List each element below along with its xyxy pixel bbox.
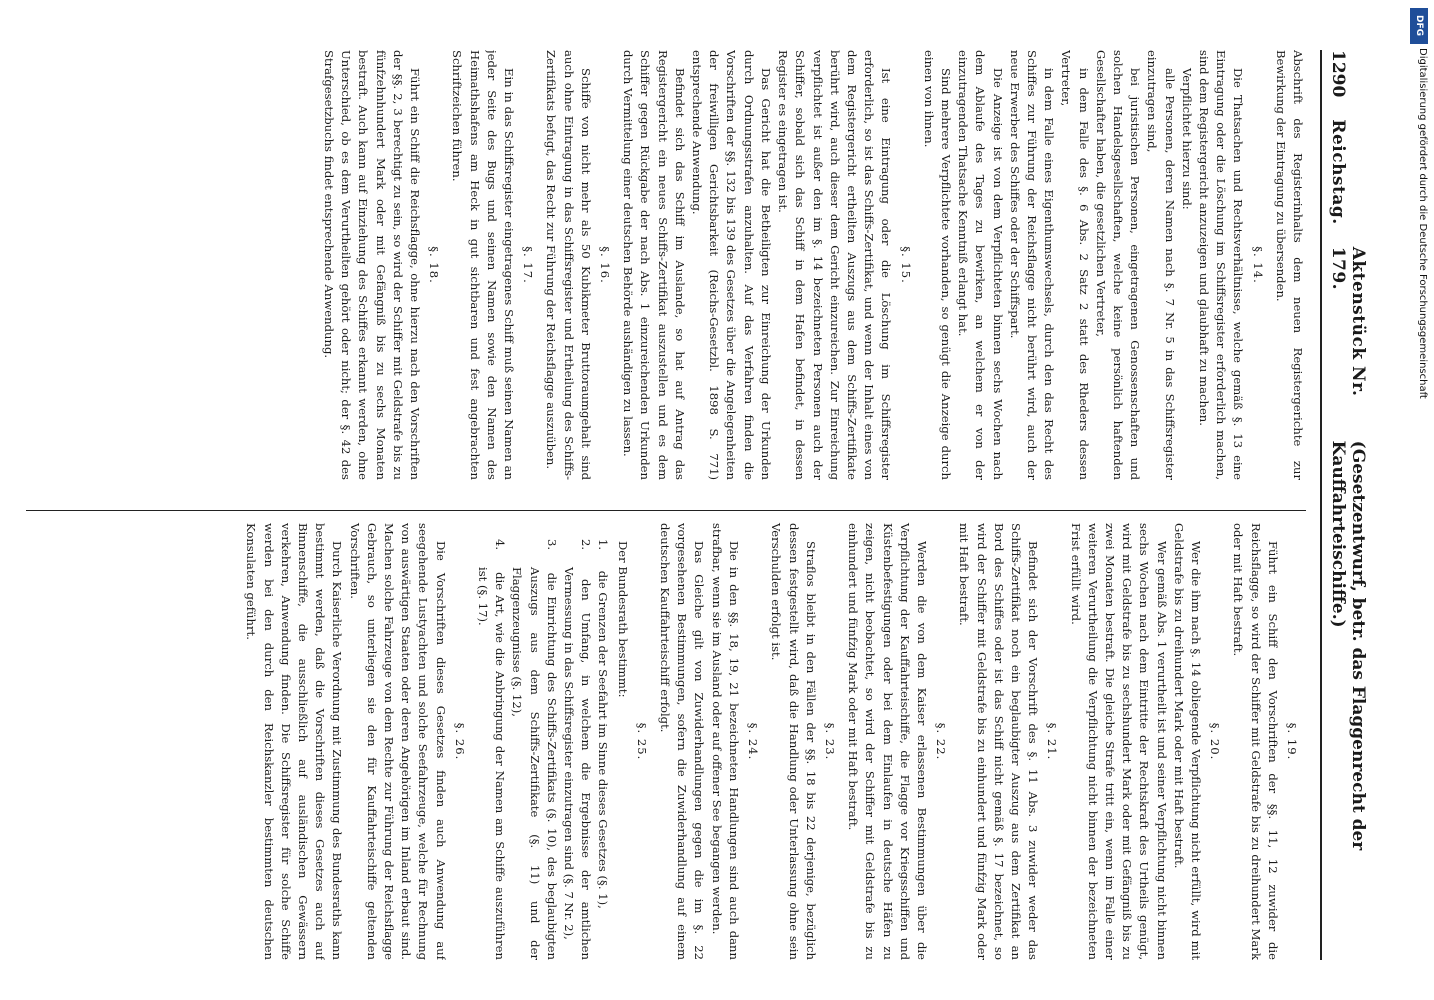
dfg-logo: DFG	[1410, 8, 1428, 44]
paragraph: Durch Kaiserliche Verordnung mit Zustimmung des Bundesraths kann bestimmt werden, daß die Vorschriften dieses Gesetzes auch auf Binnenschiffe, die ausschließlich auf ausländischen Gewässern verkehren, Anwendung finden. Die Schiffsregister für solche Schiffe werden bei den durch den Reichskanzler bestimmten deutschen Konsulaten geführt.	[244, 523, 345, 960]
section-heading: §. 23.	[822, 722, 837, 761]
section-heading: §. 24.	[746, 722, 761, 761]
list-item-text: den Umfang, in welchem die Ergebnisse der amtlichen Vermessung in das Schiffsregister einzutragen sind (§. 7 Nr. 2),	[562, 567, 594, 960]
paragraph: Verpflichtet hierzu sind:	[1179, 68, 1194, 210]
list-item-number: 4.	[493, 539, 508, 551]
section-heading: §. 16.	[598, 246, 613, 284]
paragraph: Die Vorschriften dieses Gesetzes finden auch Anwendung auf seegehende Lustyachten und solche Seefahrzeuge, welche für Rechnung von auswärtigen Staaten oder deren Angehörigen im Inland erbaut sind. Machen solche Fahrzeuge von dem Rechte zur Führung der Reichsflagge Gebrauch, so unterliegen sie den für Kauffahrteischiffe geltenden Vorschriften.	[347, 523, 448, 960]
list-item-number: 3.	[544, 539, 559, 551]
paragraph: Sind mehrere Verpflichtete vorhanden, so genügt die Anzeige durch einen von ihnen.	[921, 50, 953, 480]
paragraph: Werden die von dem Kaiser erlassenen Bestimmungen über die Verpflichtung der Kauffahrteischiffe, die Flagge vor Kriegsschiffen und Küstenbefestigungen oder bei dem Einlaufen in deutsche Häfen zu zeigen, nicht beobachtet, so wird der Schiffer mit Geldstrafe bis zu einhundert und fünfzig Mark oder mit Haft bestraft.	[846, 523, 929, 960]
section-heading: §. 19.	[1285, 722, 1299, 761]
paragraph: Schiffe von nicht mehr als 50 Kubikmeter Bruttoraumgehalt sind auch ohne Eintragung in das Schiffsregister und Ertheilung des Schiffs-Zertifikats befugt, das Recht zur Führung der Reichsflagge auszuüben.	[544, 50, 593, 480]
list-item-number: 1.	[596, 539, 611, 551]
paragraph: Die in den §§. 18, 19, 21 bezeichneten Handlungen sind auch dann strafbar, wenn sie im Ausland oder auf offener See begangen werden.	[709, 523, 741, 960]
enumerated-list	[474, 539, 612, 960]
paragraph: in dem Falle des §. 6 Abs. 2 Satz 2 statt des Rheders dessen Vertreter,	[1059, 50, 1091, 480]
paragraph: Befindet sich das Schiff im Auslande, so hat auf Antrag das Registergericht ein neues Schiffs-Zertifikat auszustellen und es dem Schiffer gegen Rückgabe der nach Abs. 1 einzureichenden Urkunden durch Vermittelung einer deutschen Behörde aushändigen zu lassen.	[621, 50, 687, 480]
paragraph: Führt ein Schiff die Reichsflagge, ohne hierzu nach den Vorschriften der §§. 2, 3 berechtigt zu sein, so wird der Schiffer mit Geldstrafe bis zu fünfzehnhundert Mark oder mit Gefängniß bis zu sechs Monaten bestraft. Auch kann auf Einziehung des Schiffes erkannt werden, ohne Unterschied, ob es dem Verurtheilten gehört oder nicht; der §. 42 des Strafgesetzbuchs findet entsprechende Anwendung.	[322, 50, 423, 480]
paragraph: bei juristischen Personen, eingetragenen Genossenschaften und solchen Handelsgesellschaften, welche keine persönlich haftenden Gesellschafter haben, die gesetzlichen Vertreter,	[1093, 50, 1143, 480]
section-heading: §. 15.	[898, 246, 913, 284]
paragraph: Das Gericht hat die Betheiligten zur Einreichung der Urkunden durch Ordnungsstrafen anzuhalten. Auf das Verfahren finden die Vorschriften der §§. 132 bis 139 des Gesetzes über die Angelegenheiten der freiwilligen Gerichtsbarkeit (Reichs-Gesetzbl. 1898 S. 771) entsprechende Anwendung.	[690, 50, 773, 480]
paragraph: Der Bundesrath bestimmt:	[615, 541, 630, 698]
list-item	[560, 539, 594, 960]
list-item	[594, 539, 611, 960]
paragraph: alle Personen, deren Namen nach §. 7 Nr. 5 in das Schiffsregister einzutragen sind,	[1145, 50, 1177, 480]
section-heading: §. 26.	[452, 722, 467, 761]
list-item-text: die Einrichtung des Schiffs-Zertifikats (§. 10), des beglaubigten Auszugs aus dem Schiffs-Zertifikate (§. 11) und der Flaggenzeugnisse (§. 12),	[510, 567, 559, 960]
paragraph: Führt ein Schiff den Vorschriften der §§. 11, 12 zuwider die Reichsflagge, so wird der Schiffer mit Geldstrafe bis zu dreihundert Mark oder mit Haft bestraft.	[1231, 523, 1280, 960]
paragraph: Wer die ihm nach §. 14 obliegende Verpflichtung nicht erfüllt, wird mit Geldstrafe bis zu dreihundert Mark oder mit Haft bestraft.	[1171, 523, 1203, 960]
section-heading: §. 21.	[1045, 722, 1060, 761]
paragraph: Abschrift des Registerinhalts dem neuen Registergerichte zur Bewirkung der Eintragung zu übersenden.	[1273, 50, 1305, 480]
header-document: Aktenstück Nr. 179.	[1328, 246, 1368, 397]
section-heading: §. 22.	[934, 722, 949, 761]
list-item-number: 2.	[579, 539, 594, 551]
paragraph: Die Anzeige ist von dem Verpflichteten binnen sechs Wochen nach dem Ablaufe des Tages zu bewirken, an welchem er von der einzutragenden Thatsache Kenntniß erlangt hat.	[956, 50, 1005, 480]
list-item	[474, 539, 508, 960]
section-heading: §. 18.	[427, 246, 442, 284]
paragraph: Straflos bleibt in den Fällen der §§. 18 bis 22 derjenige, bezüglich dessen festgestellt wird, daß die Handlung oder Unterlassung ohne sein Verschulden erfolgt ist.	[769, 523, 818, 960]
section-heading: §. 20.	[1208, 722, 1223, 761]
right-text-column	[26, 510, 1306, 960]
section-heading: §. 25.	[634, 722, 649, 761]
page-number: 1290	[1328, 50, 1348, 98]
paragraph: Wer gemäß Abs. 1 verurtheilt ist und seiner Verpflichtung nicht binnen sechs Wochen nach dem Eintritte der Rechtskraft des Urtheils genügt, wird mit Geldstrafe bis zu sechshundert Mark oder mit Gefängniß bis zu zwei Monaten bestraft. Die gleiche Strafe tritt ein, wenn im Falle einer weiteren Verurtheilung die Verpflichtung nicht binnen der bezeichneten Frist erfüllt wird.	[1068, 523, 1169, 960]
paragraph: Die Thatsachen und Rechtsverhältnisse, welche gemäß §. 13 eine Eintragung oder die Löschung im Schiffsregister erforderlich machen, sind dem Registergericht anzuzeigen und glaubhaft zu machen.	[1196, 50, 1246, 480]
header-subject: (Gesetzentwurf, betr. das Flaggenrecht der Kauffahrteischiffe.)	[1328, 440, 1368, 851]
paragraph: Befindet sich der Vorschrift des §. 11 Abs. 3 zuwider weder das Schiffs-Zertifikat noch ein beglaubigter Auszug aus dem Zertifikat an Bord des Schiffes oder ist das Schiff nicht gemäß §. 17 bezeichnet, so wird der Schiffer mit Geldstrafe bis zu einhundert und fünfzig Mark oder mit Haft bestraft.	[957, 523, 1041, 960]
left-text-column	[26, 50, 1306, 490]
paragraph: Das Gleiche gilt von Zuwiderhandlungen gegen die im §. 22 vorgesehenen Bestimmungen, sofern die Zuwiderhandlung auf einem deutschen Kauffahrteischiff erfolgt.	[658, 523, 707, 960]
header-body: Reichstag.	[1328, 119, 1348, 225]
paragraph: in dem Falle eines Eigenthumswechsels, durch den das Recht des Schiffes zur Führung der Reichsflagge nicht berührt wird, auch der neue Erwerber des Schiffes oder der Schiffspart.	[1007, 50, 1057, 480]
list-item	[508, 539, 560, 960]
section-heading: §. 17.	[521, 246, 536, 284]
digitization-note: Digitalisierung gefördert durch die Deutsche Forschungsgemeinschaft	[1417, 48, 1428, 399]
list-item-text: die Art, wie die Anbringung der Namen am Schiffe auszuführen ist (§. 17).	[476, 567, 508, 960]
paragraph: Ist eine Eintragung oder die Löschung im Schiffsregister erforderlich, so ist das Schiffs-Zertifikat, und wenn der Inhalt eines von dem Registergericht ertheilten Auszugs aus dem Schiffs-Zertifikate berührt wird, auch dieser dem Gericht einzureichen. Zur Einreichung verpflichtet ist außer den im §. 14 bezeichneten Personen auch der Schiffer, sobald sich das Schiff in dem Hafen befindet, in dessen Register es eingetragen ist.	[776, 50, 894, 480]
digitization-sidebar	[1410, 8, 1428, 988]
list-item-text: die Grenzen der Seefahrt im Sinne dieses Gesetzes (§. 1),	[596, 570, 611, 909]
section-heading: §. 14.	[1250, 246, 1265, 284]
page-header	[1320, 50, 1368, 960]
paragraph: Ein in das Schiffsregister eingetragenes Schiff muß seinen Namen an jeder Seite des Bugs und seinen Namen sowie den Namen des Heimathshafens am Heck in gut sichtbaren und fest angebrachten Schriftzeichen führen.	[450, 50, 517, 480]
